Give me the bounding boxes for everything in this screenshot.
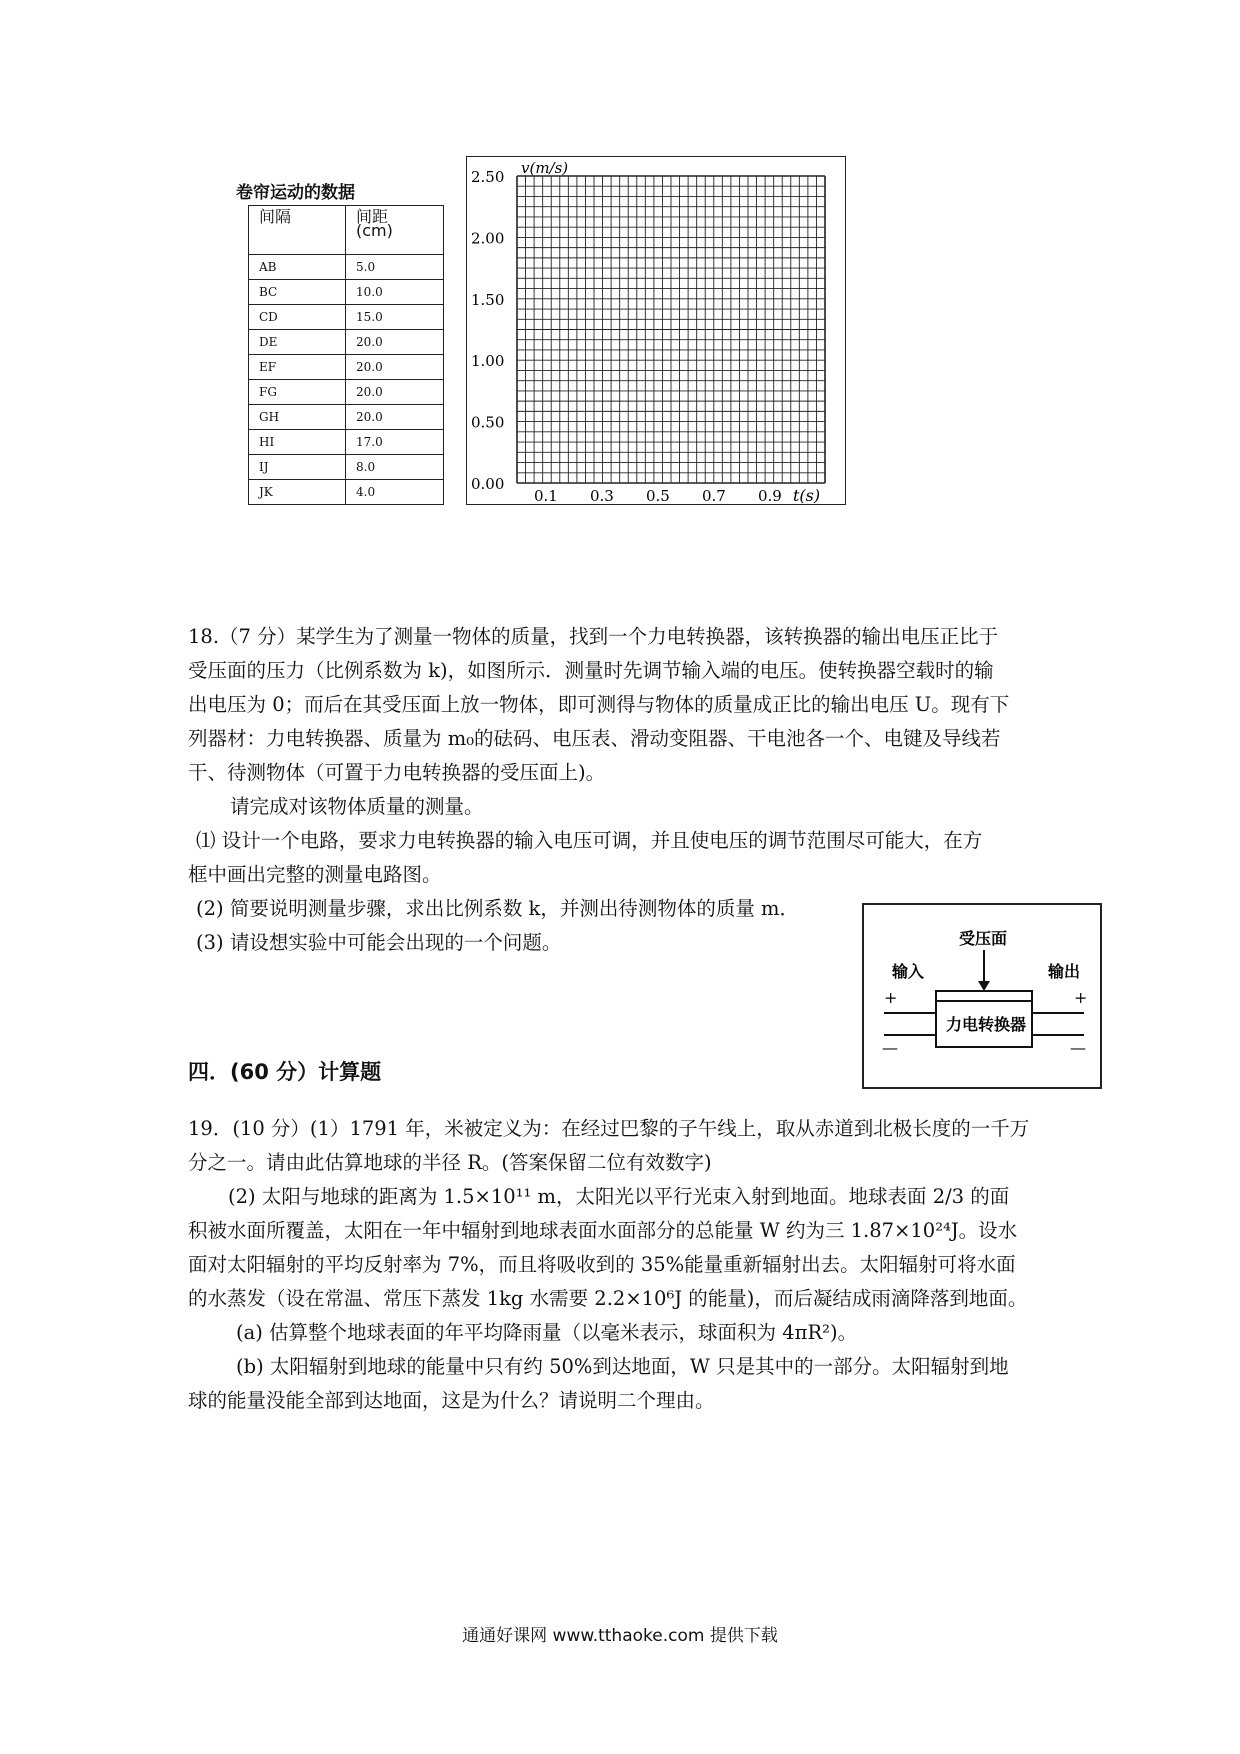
- q18-line: ⑴ 设计一个电路，要求力电转换器的输入电压可调，并且使电压的调节范围尽可能大，在方: [196, 829, 983, 852]
- q19-line: 面对太阳辐射的平均反射率为 7%，而且将吸收到的 35%能量重新辐射出去。太阳辐射可将水面: [188, 1253, 1016, 1276]
- q18-line: (3) 请设想实验中可能会出现的一个问题。: [196, 931, 562, 954]
- x-tick-label: 0.5: [646, 487, 670, 504]
- distance-cell: 17.0: [346, 430, 444, 455]
- table-title: 卷帘运动的数据: [236, 183, 355, 203]
- x-tick-label: 0.3: [590, 487, 614, 504]
- distance-cell: 20.0: [346, 380, 444, 405]
- distance-cell: 8.0: [346, 455, 444, 480]
- q19-line: (a) 估算整个地球表面的年平均降雨量（以毫米表示，球面积为 4πR²)。: [236, 1321, 858, 1344]
- transducer-label: 力电转换器: [946, 1015, 1027, 1034]
- y-axis-label: v(m/s): [521, 159, 569, 177]
- y-tick-label: 2.00: [471, 229, 505, 248]
- table-body: [249, 255, 444, 505]
- interval-cell: HI: [249, 430, 346, 455]
- y-tick-label: 1.50: [471, 290, 505, 309]
- q19-line: (b) 太阳辐射到地球的能量中只有约 50%到达地面，W 只是其中的一部分。太阳辐射到地: [236, 1355, 1009, 1378]
- data-table: [248, 205, 444, 505]
- velocity-time-chart: [467, 157, 845, 504]
- x-tick-label: 0.1: [534, 487, 558, 504]
- q19-line: 分之一。请由此估算地球的半径 R。(答案保留二位有效数字): [188, 1151, 712, 1174]
- y-tick-label: 0.50: [471, 413, 505, 432]
- q18-line: 受压面的压力（比例系数为 k)，如图所示．测量时先调节输入端的电压。使转换器空载时的输: [188, 659, 994, 682]
- table-row: [249, 380, 444, 405]
- x-tick-label: 0.7: [702, 487, 726, 504]
- distance-cell: 20.0: [346, 330, 444, 355]
- table-row: [249, 455, 444, 480]
- pressure-surface-label: 受压面: [959, 929, 1008, 948]
- q19-line: 19．(10 分）(1）1791 年，米被定义为：在经过巴黎的子午线上，取从赤道到北极长度的一千万: [188, 1117, 1030, 1140]
- y-tick-label: 1.00: [471, 352, 505, 371]
- section-heading: 四．(60 分）计算题: [188, 1060, 382, 1084]
- q18-line: 请完成对该物体质量的测量。: [230, 795, 484, 818]
- table-row: [249, 255, 444, 280]
- table-row: [249, 430, 444, 455]
- distance-cell: 10.0: [346, 280, 444, 305]
- y-tick-label: 2.50: [471, 168, 505, 186]
- interval-cell: CD: [249, 305, 346, 330]
- distance-cell: 20.0: [346, 355, 444, 380]
- distance-cell: 4.0: [346, 480, 444, 505]
- q18-line: (2) 简要说明测量步骤，求出比例系数 k，并测出待测物体的质量 m．: [196, 897, 800, 920]
- table-row: [249, 480, 444, 505]
- q18-line: 出电压为 0；而后在其受压面上放一物体，即可测得与物体的质量成正比的输出电压 U。现有下: [188, 693, 1010, 716]
- table-row: [249, 355, 444, 380]
- pressure-plate: [936, 991, 1032, 1001]
- q19-line: 的水蒸发（设在常温、常压下蒸发 1kg 水需要 2.2×10⁶J 的能量)，而后凝结成雨滴降落到地面。: [188, 1287, 1028, 1310]
- interval-cell: FG: [249, 380, 346, 405]
- distance-cell: 20.0: [346, 405, 444, 430]
- q19-line: 积被水面所覆盖，太阳在一年中辐射到地球表面水面部分的总能量 W 约为三 1.87×10²⁴J。设水: [188, 1219, 1018, 1242]
- output-label: 输出: [1048, 962, 1081, 981]
- q19-line: (2) 太阳与地球的距离为 1.5×10¹¹ m，太阳光以平行光束入射到地面。地球表面 2/3 的面: [228, 1185, 1010, 1208]
- q18-line: 18.（7 分）某学生为了测量一物体的质量，找到一个力电转换器，该转换器的输出电压正比于: [188, 625, 999, 648]
- interval-cell: IJ: [249, 455, 346, 480]
- table-row: [249, 330, 444, 355]
- footer: 通通好课网 www.tthaoke.com 提供下载: [462, 1626, 778, 1646]
- output-minus: —: [1070, 1038, 1086, 1057]
- force-transducer-diagram: [862, 903, 1102, 1089]
- x-tick-label: 0.9: [758, 487, 782, 504]
- chart-frame: [466, 156, 846, 505]
- x-axis-label: t(s): [793, 486, 821, 504]
- force-transducer-svg: [864, 905, 1100, 1087]
- input-label: 输入: [892, 962, 925, 981]
- table-header-distance: [346, 206, 444, 255]
- table-row: [249, 280, 444, 305]
- distance-cell: 15.0: [346, 305, 444, 330]
- interval-cell: BC: [249, 280, 346, 305]
- arrow-head-icon: [978, 981, 990, 991]
- table-header-distance-unit: (cm): [356, 221, 393, 240]
- table-row: [249, 305, 444, 330]
- table-header-interval: 间隔: [249, 206, 346, 255]
- input-plus: +: [884, 988, 898, 1007]
- distance-cell: 5.0: [346, 255, 444, 280]
- output-plus: +: [1074, 988, 1088, 1007]
- interval-cell: JK: [249, 480, 346, 505]
- interval-cell: EF: [249, 355, 346, 380]
- input-minus: —: [882, 1038, 898, 1057]
- q18-line: 干、待测物体（可置于力电转换器的受压面上)。: [188, 761, 606, 784]
- q18-line: 列器材：力电转换器、质量为 m₀的砝码、电压表、滑动变阻器、干电池各一个、电键及导线若: [188, 727, 1001, 750]
- table-header-distance-label: 间距: [356, 207, 389, 226]
- q18-line: 框中画出完整的测量电路图。: [188, 863, 442, 886]
- interval-cell: GH: [249, 405, 346, 430]
- table-row: [249, 405, 444, 430]
- interval-cell: DE: [249, 330, 346, 355]
- y-tick-label: 0.00: [471, 475, 505, 493]
- q19-line: 球的能量没能全部到达地面，这是为什么？请说明二个理由。: [188, 1389, 715, 1412]
- interval-cell: AB: [249, 255, 346, 280]
